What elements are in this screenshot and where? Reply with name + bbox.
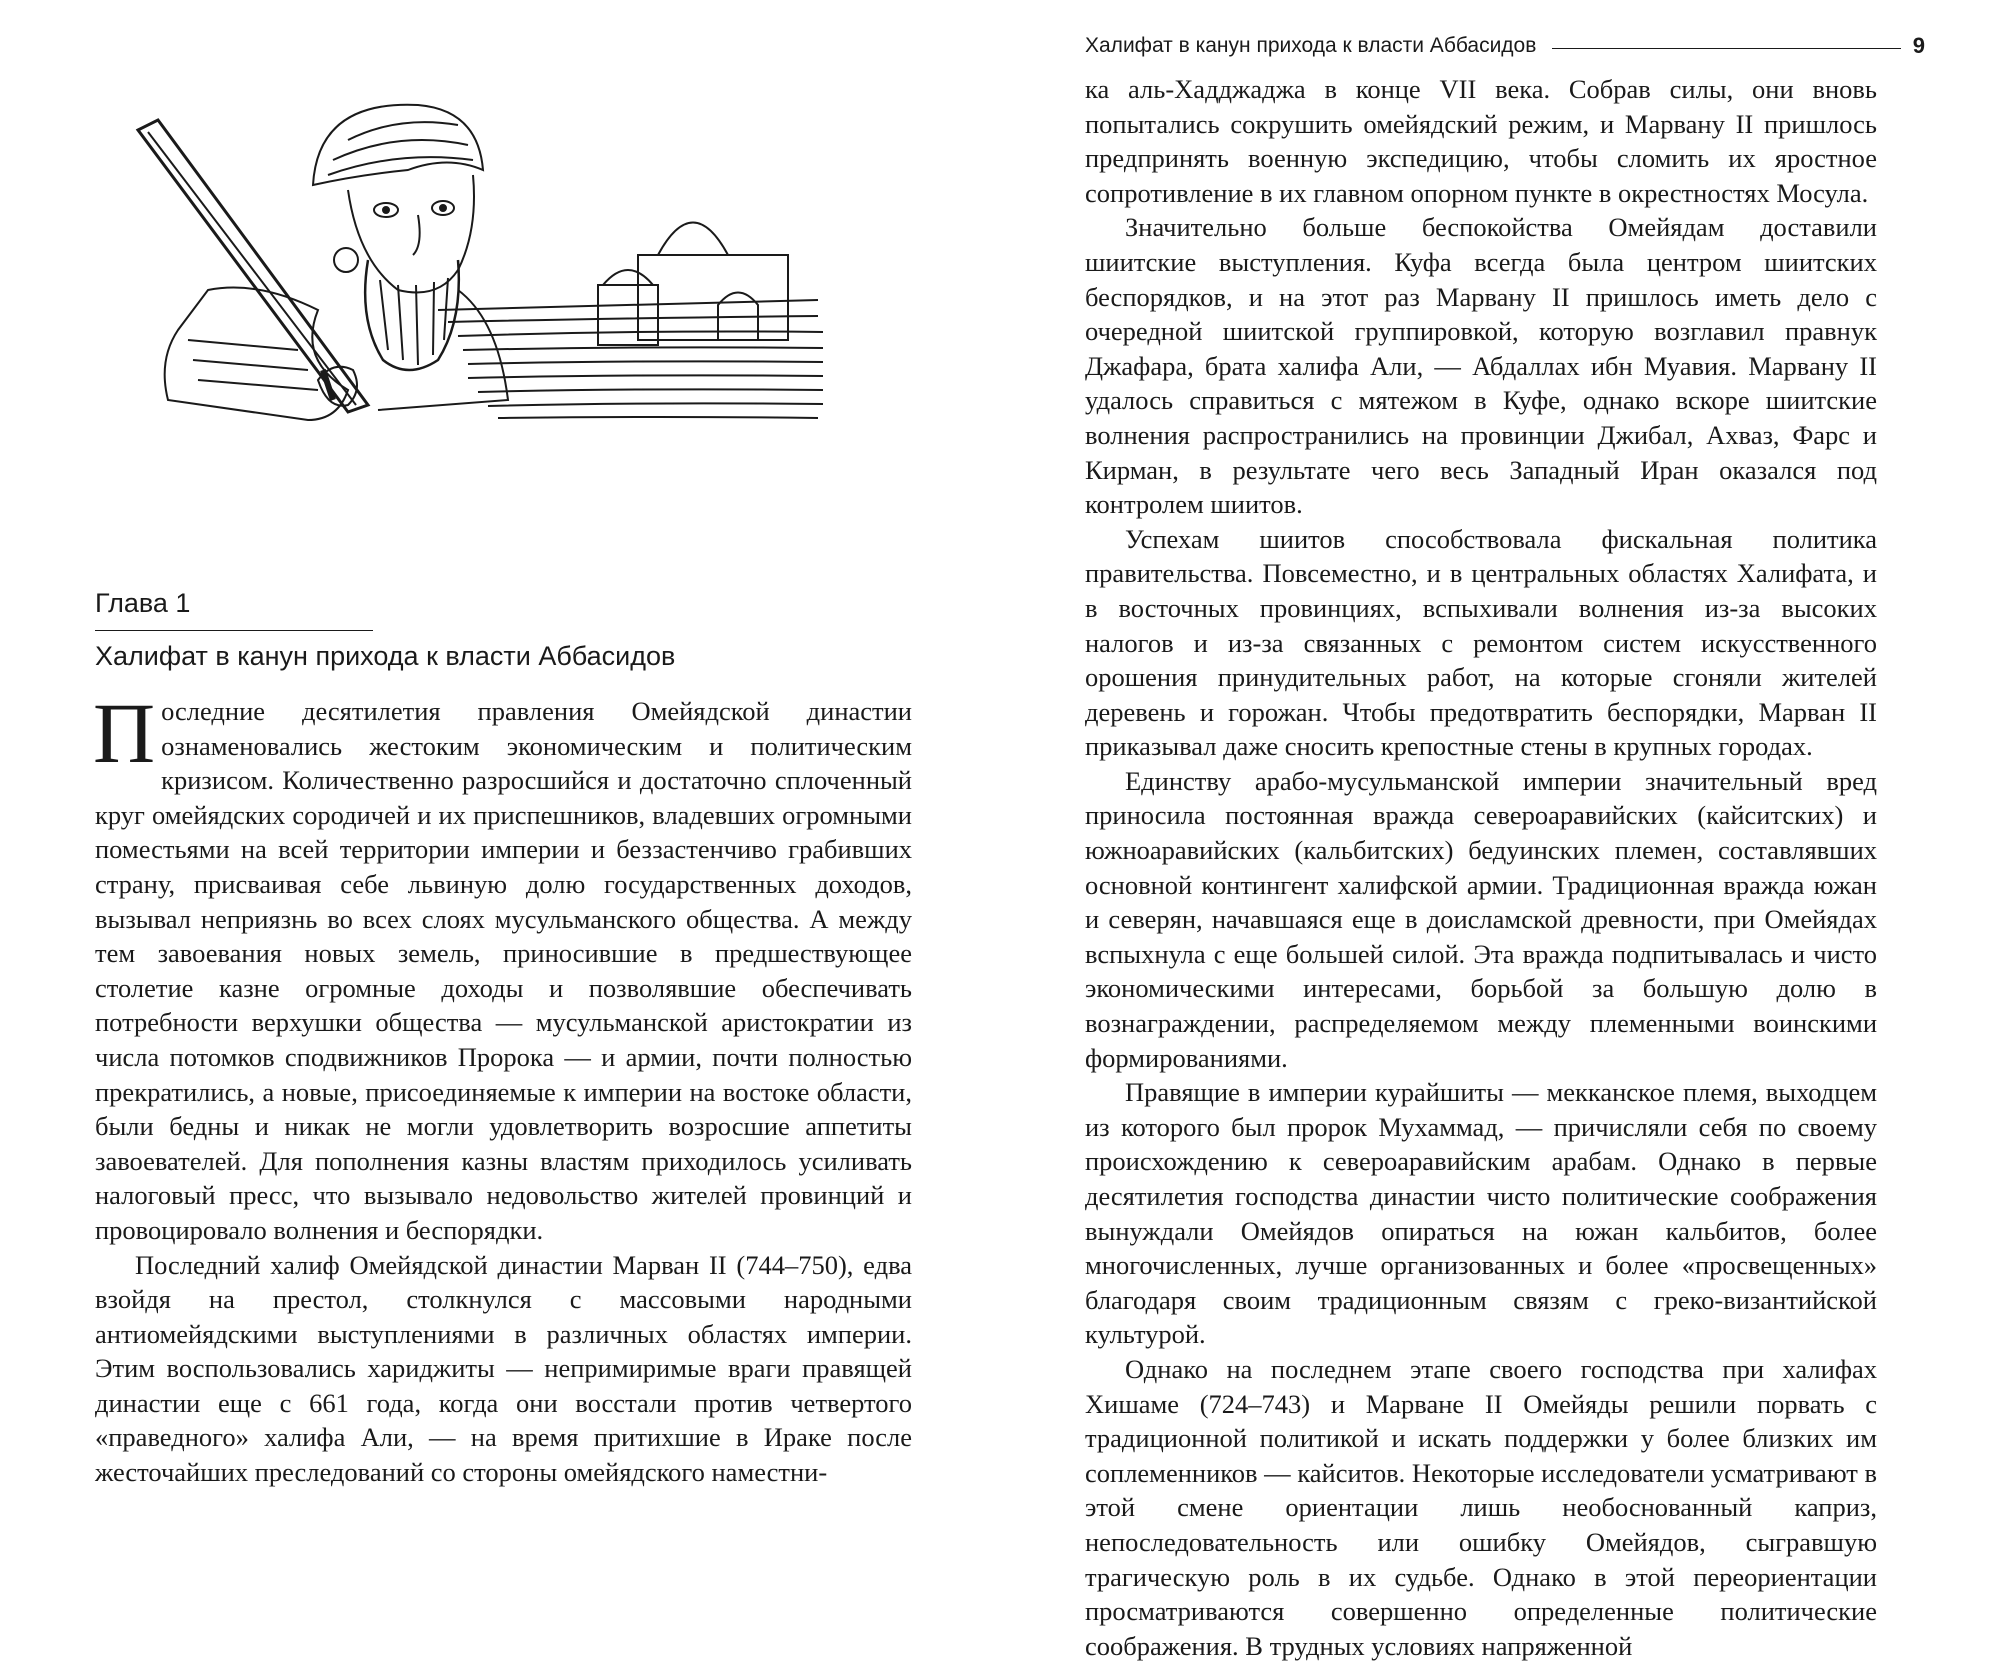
- left-page: [0, 0, 990, 1540]
- drop-cap: П: [93, 685, 156, 781]
- paragraph: Последний халиф Омейядской династии Марван II (744–750), едва взойдя на престол, столкнулся с массовыми народными антиомейядскими выступлениями в различных областях империи. Этим воспользовались хариджиты — непримиримые враги правящей династии еще с 661 года, когда они восстали против четвертого «праведного» халифа Али, — на время притихшие в Ираке после жесточайших преследований со стороны омейядского наместни-: [95, 1249, 912, 1488]
- chapter-rule: [95, 630, 373, 631]
- paragraph: [93, 685, 912, 1248]
- paragraph: Успехам шиитов способствовала фискальная политика правительства. Повсеместно, и в центральных областях Халифата, и в восточных провинциях, вспыхивали волнения из-за высоких налогов и из-за связанных с ремонтом систем искусственного орошения принудительных работ, на которые сгоняли жителей деревень и горожан. Чтобы предотвратить беспорядки, Марван II приказывал даже сносить крепостные стены в крупных городах.: [1085, 523, 1877, 762]
- chapter-label: Глава 1: [95, 588, 191, 618]
- running-head: [1085, 30, 1925, 62]
- engraving-icon: [118, 60, 888, 480]
- chapter-title: Халифат в канун прихода к власти Аббасидов: [95, 641, 676, 671]
- page-number: 9: [1912, 33, 1925, 58]
- paragraph: Единству арабо-мусульманской империи значительный вред приносила постоянная вражда североаравийских (кайситских) и южноаравийских (кальбитских) бедуинских племен, составлявших основной контингент халифской армии. Традиционная вражда южан и северян, начавшаяся еще в доисламской древности, при Омейядах вспыхнула с еще большей силой. Эта вражда подпитывалась и чисто экономическими интересами, борьбой за большую долю в вознаграждении, распределяемом между племенными воинскими формированиями.: [1085, 765, 1877, 1073]
- paragraph: Однако на последнем этапе своего господства при халифах Хишаме (724–743) и Марване II Омейяды решили порвать с традиционной политикой и искать поддержки у более близких им соплеменников — кайситов. Некоторые исследователи усматривают в этой смене ориентации лишь необоснованный каприз, непоследовательность или ошибку Омейядов, сыгравшую трагическую роль в их судьбе. Однако в этой переориентации просматриваются совершенно определенные политические соображения. В трудных условиях напряженной: [1085, 1353, 1877, 1661]
- paragraph: Правящие в империи курайшиты — мекканское племя, выходцем из которого был пророк Мухаммад, — причисляли себя по своему происхождению к североаравийским арабам. Однако в первые десятилетия господства династии чисто политические соображения вынуждали Омейядов опираться на южан кальбитов, более многочисленных, лучше организованных и более «просвещенных» благодаря своим традиционным связям с греко-византийской культурой.: [1085, 1077, 1877, 1350]
- running-head-title: Халифат в канун прихода к власти Аббасидов: [1085, 34, 1537, 57]
- paragraph: ка аль-Хадджаджа в конце VII века. Собрав силы, они вновь попытались сокрушить омейядский режим, и Марвану II пришлось предпринять военную экспедицию, чтобы сломить их яростное сопротивление в их главном опорном пункте в окрестностях Мосула.: [1085, 74, 1877, 208]
- running-head-rule: [1552, 48, 1900, 49]
- paragraph: Значительно больше беспокойства Омейядам доставили шиитские выступления. Куфа всегда была центром шиитских беспорядков, и на этот раз Марвану II пришлось иметь дело с очередной шиитской группировкой, которую возглавил правнук Джафара, брата халифа Али, — Абдаллах ибн Муавия. Марвану II удалось справиться с мятежом в Куфе, однако вскоре шиитские волнения распространились на провинции Джибал, Ахваз, Фарс и Кирман, в результате чего весь Западный Иран оказался под контролем шиитов.: [1085, 212, 1877, 520]
- bearded-warrior-illustration: [118, 60, 888, 480]
- paragraph-text: оследние десятилетия правления Омейядской династии ознаменовались жестоким экономическим и политическим кризисом. Количественно разросшийся и достаточно сплоченный круг омейядских сородичей и их приспешников, владевших огромными поместьями на всей территории империи и беззастенчиво грабивших страну, присваивая себе львиную долю государственных доходов, вызывал неприязнь во всех слоях мусульманского общества. А между тем завоевания новых земель, приносившие в предшествующее столетие казне огромные доходы и позволявшие обеспечивать потребности верхушки общества — мусульманской аристократии из числа потомков сподвижников Пророка — и армии, почти полностью прекратились, а новые, присоединяемые к империи на востоке области, были бедны и никак не могли удовлетворить возросшие аппетиты завоевателей. Для пополнения казны властям приходилось усиливать налоговый пресс, что вызывало недовольство жителей провинций и провоцировало волнения и беспорядки.: [95, 696, 912, 1245]
- right-text-column: [1085, 72, 1877, 1663]
- left-text-column: [93, 685, 912, 1490]
